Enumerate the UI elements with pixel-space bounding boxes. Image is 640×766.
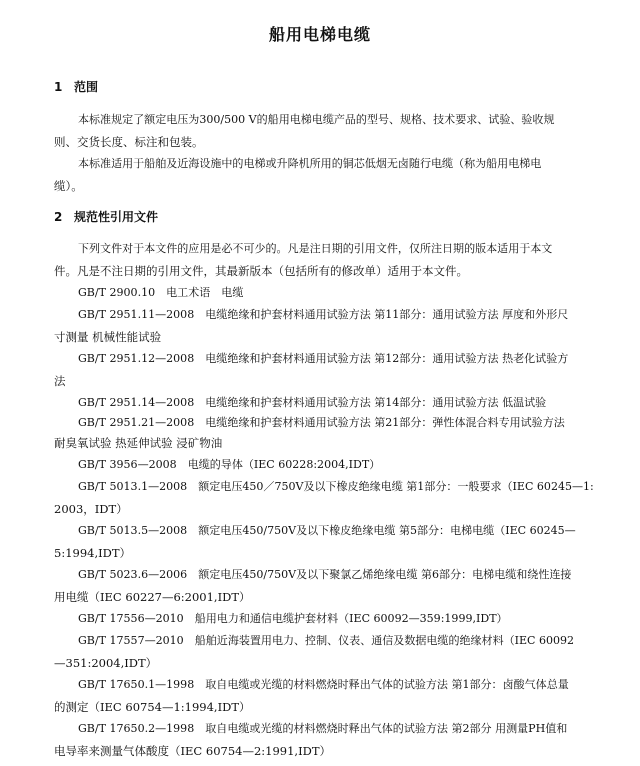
reference-line: GB/T 2951.14—2008 电缆绝缘和护套材料通用试验方法 第14部分：通用试验方法 低温试验 [78,396,547,409]
reference-line: 寸测量 机械性能试验 [54,330,162,344]
reference-line: GB/T 2900.10 电工术语 电缆 [78,286,244,299]
reference-line: 法 [54,374,66,388]
reference-line: 5:1994,IDT） [54,546,132,560]
reference-line: GB/T 5013.1—2008 额定电压450／750V及以下橡皮绝缘电缆 第1部分：一般要求（IEC 60245—1: [78,480,594,493]
reference-line: GB/T 5023.6—2006 额定电压450/750V及以下聚氯乙烯绝缘电缆 第6部分：电梯电缆和绕性连接 [78,568,572,581]
normative-intro-line-2: 件。凡是不注日期的引用文件，其最新版本（包括所有的修改单）适用于本文件。 [54,264,468,278]
section-1-title: 范围 [74,80,99,94]
reference-line: 2003，IDT） [54,502,128,516]
section-1-number: 1 [54,80,63,94]
reference-line: —351:2004,IDT） [54,656,158,670]
document-title: 船用电梯电缆 [268,25,371,44]
section-2-title: 规范性引用文件 [74,210,159,224]
reference-line: GB/T 17556—2010 船用电力和通信电缆护套材料（IEC 60092—359:1999,IDT） [78,612,508,625]
scope-line-2: 则、交货长度、标注和包装。 [54,135,204,149]
reference-line: GB/T 3956—2008 电缆的导体（IEC 60228:2004,IDT） [78,458,381,471]
reference-line: 用电缆（IEC 60227—6:2001,IDT） [54,590,251,604]
scope-line-1: 本标准规定了额定电压为300/500 V的船用电梯电缆产品的型号、规格、技术要求、试验、验收规 [78,113,555,126]
reference-line: GB/T 5013.5—2008 额定电压450/750V及以下橡皮绝缘电缆 第5部分：电梯电缆（IEC 60245— [78,524,576,537]
reference-line: GB/T 2951.11—2008 电缆绝缘和护套材料通用试验方法 第11部分：通用试验方法 厚度和外形尺 [78,308,569,321]
scope-line-3: 本标准适用于船舶及近海设施中的电梯或升降机所用的铜芯低烟无卤随行电缆（称为船用电梯电 [78,157,542,170]
normative-intro-line-1: 下列文件对于本文件的应用是必不可少的。凡是注日期的引用文件，仅所注日期的版本适用于本文 [78,242,553,255]
reference-line: GB/T 17557—2010 船舶近海装置用电力、控制、仪表、通信及数据电缆的绝缘材料（IEC 60092 [78,634,575,647]
scope-line-4: 缆）。 [54,179,83,193]
reference-line: 的测定（IEC 60754—1:1994,IDT） [54,700,251,714]
section-1-heading [54,78,98,95]
reference-line: GB/T 2951.21—2008 电缆绝缘和护套材料通用试验方法 第21部分：弹性体混合料专用试验方法 [78,416,565,429]
section-2-heading [54,208,158,225]
reference-line: GB/T 17650.1—1998 取自电缆或光缆的材料燃烧时释出气体的试验方法 第1部分：卤酸气体总量 [78,678,569,691]
reference-line: GB/T 17650.2—1998 取自电缆或光缆的材料燃烧时释出气体的试验方法 第2部分 用测量PH值和 [78,722,568,735]
reference-line: 电导率来测量气体酸度（IEC 60754—2:1991,IDT） [54,744,332,758]
reference-line: 耐臭氧试验 热延伸试验 浸矿物油 [54,436,223,450]
reference-line: GB/T 2951.12—2008 电缆绝缘和护套材料通用试验方法 第12部分：通用试验方法 热老化试验方 [78,352,569,365]
section-2-number: 2 [54,210,63,224]
